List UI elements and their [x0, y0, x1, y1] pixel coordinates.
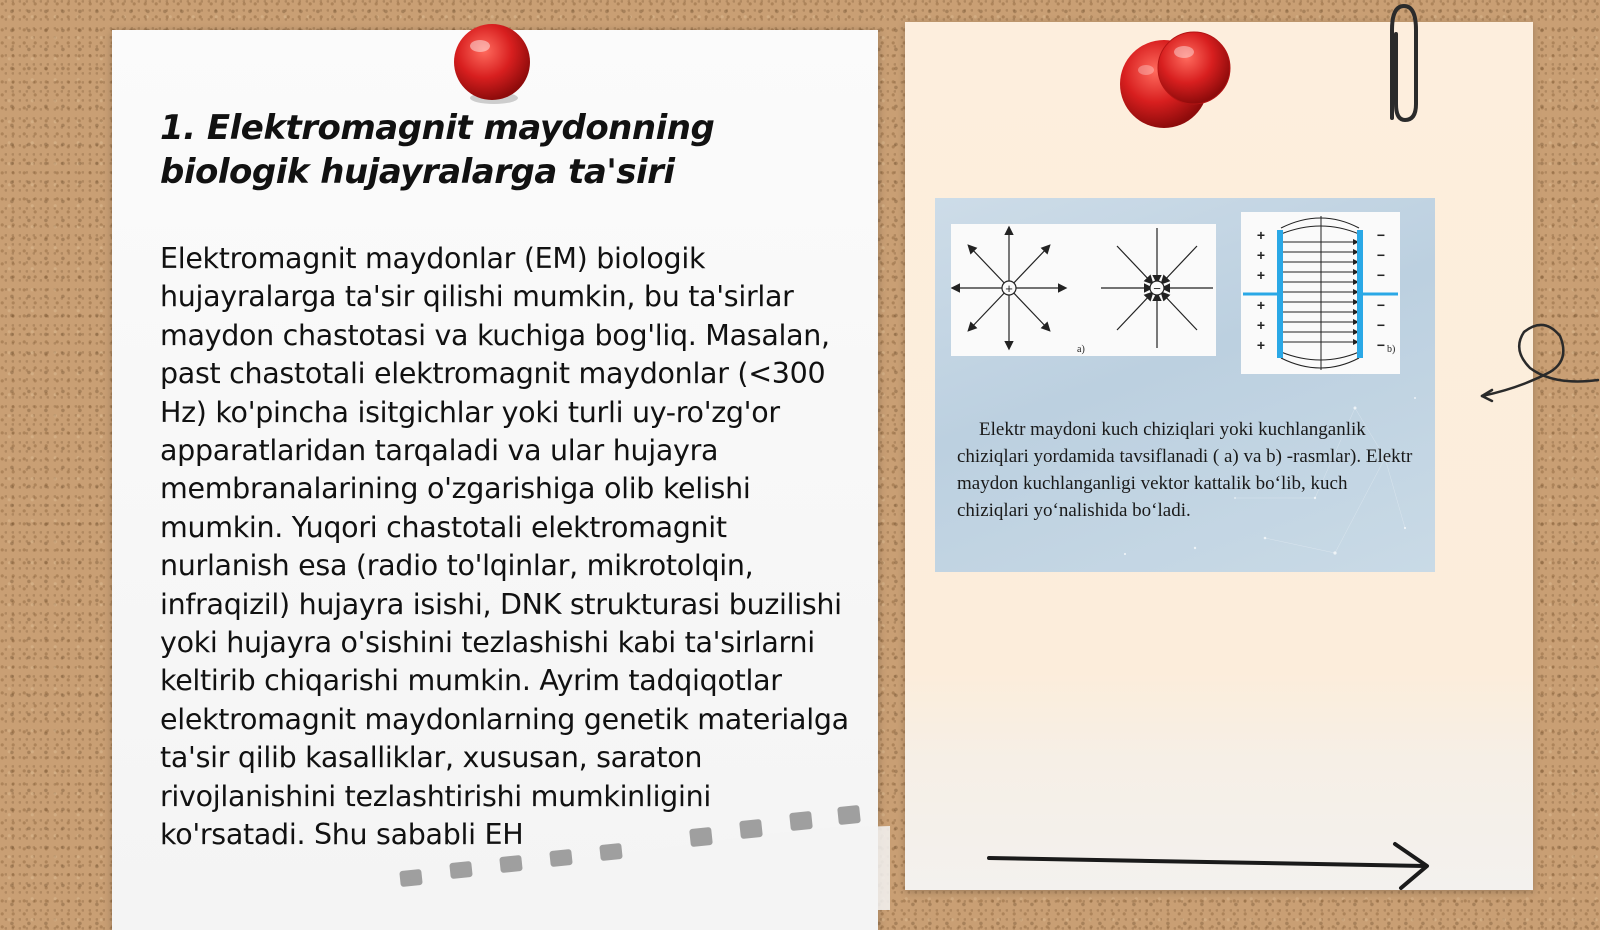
plus-sign: +: [1256, 247, 1266, 263]
minus-sign: −: [1376, 267, 1386, 283]
minus-sign: −: [1376, 247, 1386, 263]
minus-sign: −: [1376, 337, 1386, 353]
torn-paper-strip: [290, 800, 890, 910]
plus-sign: +: [1256, 337, 1266, 353]
minus-sign: −: [1376, 317, 1386, 333]
plus-sign: +: [1256, 317, 1266, 333]
plus-sign: +: [1256, 297, 1266, 313]
plus-sign: +: [1256, 267, 1266, 283]
push-pin-icon: [1118, 28, 1238, 138]
minus-sign: −: [1376, 297, 1386, 313]
positive-charge-sign: +: [1005, 281, 1013, 296]
figure-card: [935, 198, 1435, 572]
parallel-plate-field-diagram: [1241, 212, 1400, 374]
label-a: a): [1077, 344, 1085, 355]
plus-sign: +: [1256, 227, 1266, 243]
paper-clip-icon: [1378, 0, 1428, 130]
figure-caption: [957, 416, 1419, 524]
left-note-card: [112, 30, 878, 930]
arrow-right-icon: [985, 840, 1445, 896]
label-b: b): [1387, 344, 1396, 355]
figure-caption-text: Elektr maydoni kuch chiziqlari yoki kuchlanganlik chiziqlari yordamida tavsiflanadi ( a) va b) -rasmlar). Elektr maydon kuchlanganligi vektor kattalik bo‘lib, kuch chiziqlari yo‘nalishida bo‘ladi.: [957, 419, 1413, 521]
body-text: Elektromagnit maydonlar (EM) biologik hujayralarga ta'sir qilishi mumkin, bu ta'sirlar maydon chastotasi va kuchiga bog'liq. Masalan, past chastotali elektromagnit maydonlar (<300 Hz) ko'pincha isitgichlar yoki turli uy-ro'zg'or apparatlaridan tarqaladi va ular hujayra membranalarining o'zgarishiga olib kelishi mumkin. Yuqori chastotali elektromagnit nurlanish esa (radio to'lqinlar, mikrotolqin, infraqizil) hujayra isishi, DNK strukturasi buzilishi yoki hujayra o'sishini tezlashishi kabi ta'sirlarni keltirib chiqarishi mumkin. Ayrim tadqiqotlar elektromagnit maydonlarning genetik materialga ta'sir qilib kasalliklar, xususan, saraton rivojlanishini tezlashtirishi mumkinligini ko'rsatadi. Shu sababli EH: [160, 242, 849, 852]
slide-title: 1. Elektromagnit maydonning biologik hujayralarga ta'siri: [160, 108, 715, 192]
push-pin-icon: [448, 20, 538, 110]
negative-charge-sign: −: [1153, 281, 1161, 296]
doodle-loop-icon: [1480, 310, 1600, 410]
point-charge-field-diagram: [951, 224, 1216, 356]
right-note-card: [905, 22, 1533, 890]
minus-sign: −: [1376, 227, 1386, 243]
